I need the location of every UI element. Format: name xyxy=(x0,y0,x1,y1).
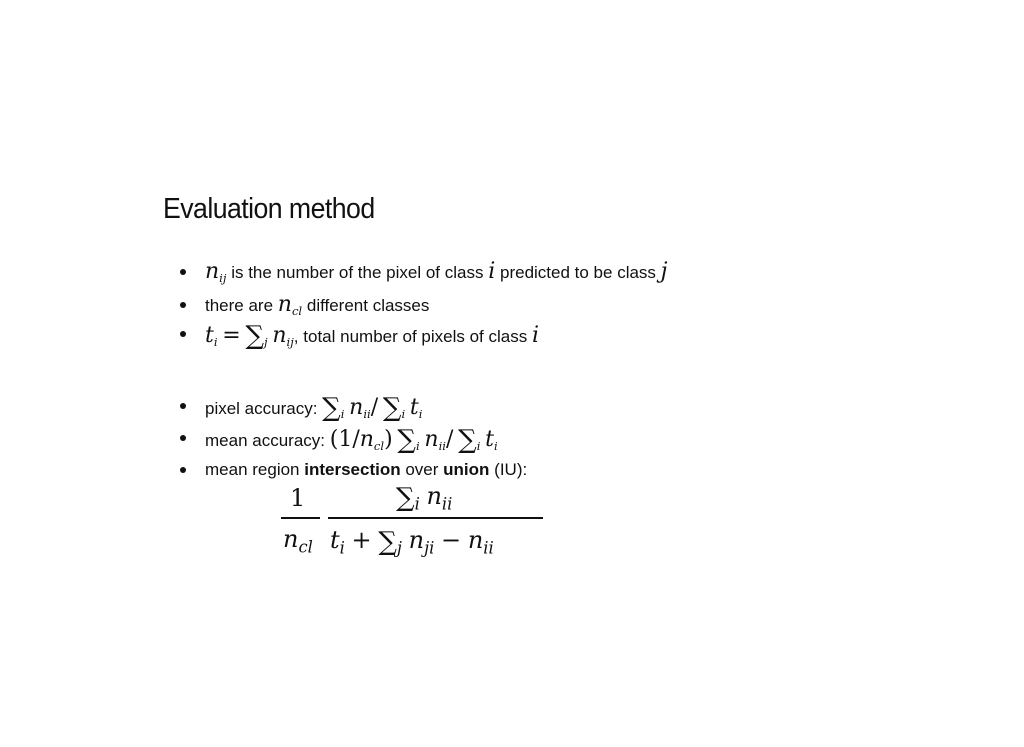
math-one: 1 xyxy=(290,484,306,512)
bullet-dot xyxy=(180,302,186,308)
math-n: n xyxy=(467,526,484,554)
comma: , xyxy=(293,327,299,346)
fraction-2-denominator xyxy=(330,525,494,558)
math-sub: i xyxy=(339,538,345,558)
bullet-label: mean region xyxy=(205,460,300,479)
bullet-text xyxy=(205,393,423,423)
math-sub: cl xyxy=(298,537,313,557)
bullet-label: mean accuracy: xyxy=(205,431,325,450)
bullet-label: predicted to be class xyxy=(500,263,656,282)
bullet-text xyxy=(205,425,498,455)
bullet-text xyxy=(205,259,668,286)
math-sub: ij xyxy=(219,271,227,286)
math-sub: i xyxy=(418,407,423,422)
fraction-1-bar xyxy=(281,517,320,519)
math-j: j xyxy=(660,259,668,284)
math-t: t xyxy=(205,323,214,348)
math-n: n xyxy=(205,259,220,284)
bullet-label: (IU): xyxy=(494,460,528,479)
bullet-dot xyxy=(180,467,186,473)
math-equals: = xyxy=(222,323,241,348)
math-sub: i xyxy=(213,335,218,350)
bullet-text xyxy=(205,321,539,351)
bullet-dot xyxy=(180,269,186,275)
bullet-dot xyxy=(180,435,186,441)
math-slash: / xyxy=(370,395,379,420)
fraction-1-numerator xyxy=(290,484,305,512)
bullet-label: different classes xyxy=(306,296,430,315)
math-sub: cl xyxy=(373,439,385,454)
math-sub: ii xyxy=(363,407,371,422)
bullet-text xyxy=(205,460,527,480)
math-sub: i xyxy=(493,439,498,454)
math-sum: ∑ xyxy=(458,425,477,455)
math-sub: i xyxy=(476,439,481,454)
bullet-label: total number of pixels of class xyxy=(303,327,528,346)
math-sub: i xyxy=(401,407,406,422)
math-sub: i xyxy=(340,407,345,422)
math-sum: ∑ xyxy=(396,483,415,513)
math-close: ) xyxy=(384,427,393,452)
math-sub: i xyxy=(415,439,420,454)
math-t: t xyxy=(330,526,340,554)
math-sum: ∑ xyxy=(378,527,397,557)
bullet-dot xyxy=(180,331,186,337)
math-t: t xyxy=(409,395,419,420)
math-sum: ∑ xyxy=(382,393,402,423)
math-sub: ii xyxy=(483,538,494,558)
math-sub: j xyxy=(396,538,402,558)
math-n: n xyxy=(408,526,425,554)
bullet-label: over xyxy=(405,460,439,479)
math-sub: ii xyxy=(438,439,446,454)
math-i: i xyxy=(488,259,496,284)
math-n: n xyxy=(424,427,439,452)
bullet-dot xyxy=(180,403,186,409)
bullet-label: there are xyxy=(205,296,274,315)
fraction-2-numerator xyxy=(396,481,453,514)
math-sum: ∑ xyxy=(397,425,416,455)
math-sub: ii xyxy=(441,494,453,514)
math-t: t xyxy=(485,427,494,452)
math-n: n xyxy=(272,323,287,348)
slide-title: Evaluation method xyxy=(163,193,375,225)
math-sum: ∑ xyxy=(322,393,341,423)
bullet-label: is the number of the pixel of class xyxy=(231,263,484,282)
fraction-1-denominator xyxy=(283,525,313,557)
math-sub: ij xyxy=(286,335,294,350)
bold-term-intersection: intersection xyxy=(304,460,401,479)
bold-term-union: union xyxy=(443,460,490,479)
math-n: n xyxy=(359,427,374,452)
math-n: n xyxy=(283,525,299,553)
math-sub: cl xyxy=(291,304,303,319)
bullet-text xyxy=(205,292,430,319)
fraction-2-bar xyxy=(328,517,543,519)
math-sub: j xyxy=(264,335,268,350)
math-sub: i xyxy=(414,494,420,514)
math-n: n xyxy=(277,292,292,317)
math-plus: + xyxy=(351,526,372,554)
math-i: i xyxy=(531,323,539,348)
math-minus: − xyxy=(441,526,462,554)
math-n: n xyxy=(349,395,364,420)
math-open: (1/ xyxy=(329,427,360,452)
math-slash: / xyxy=(445,427,454,452)
bullet-label: pixel accuracy: xyxy=(205,399,318,418)
math-sum: ∑ xyxy=(245,321,265,351)
math-n: n xyxy=(426,482,442,510)
math-sub: ji xyxy=(424,538,435,558)
